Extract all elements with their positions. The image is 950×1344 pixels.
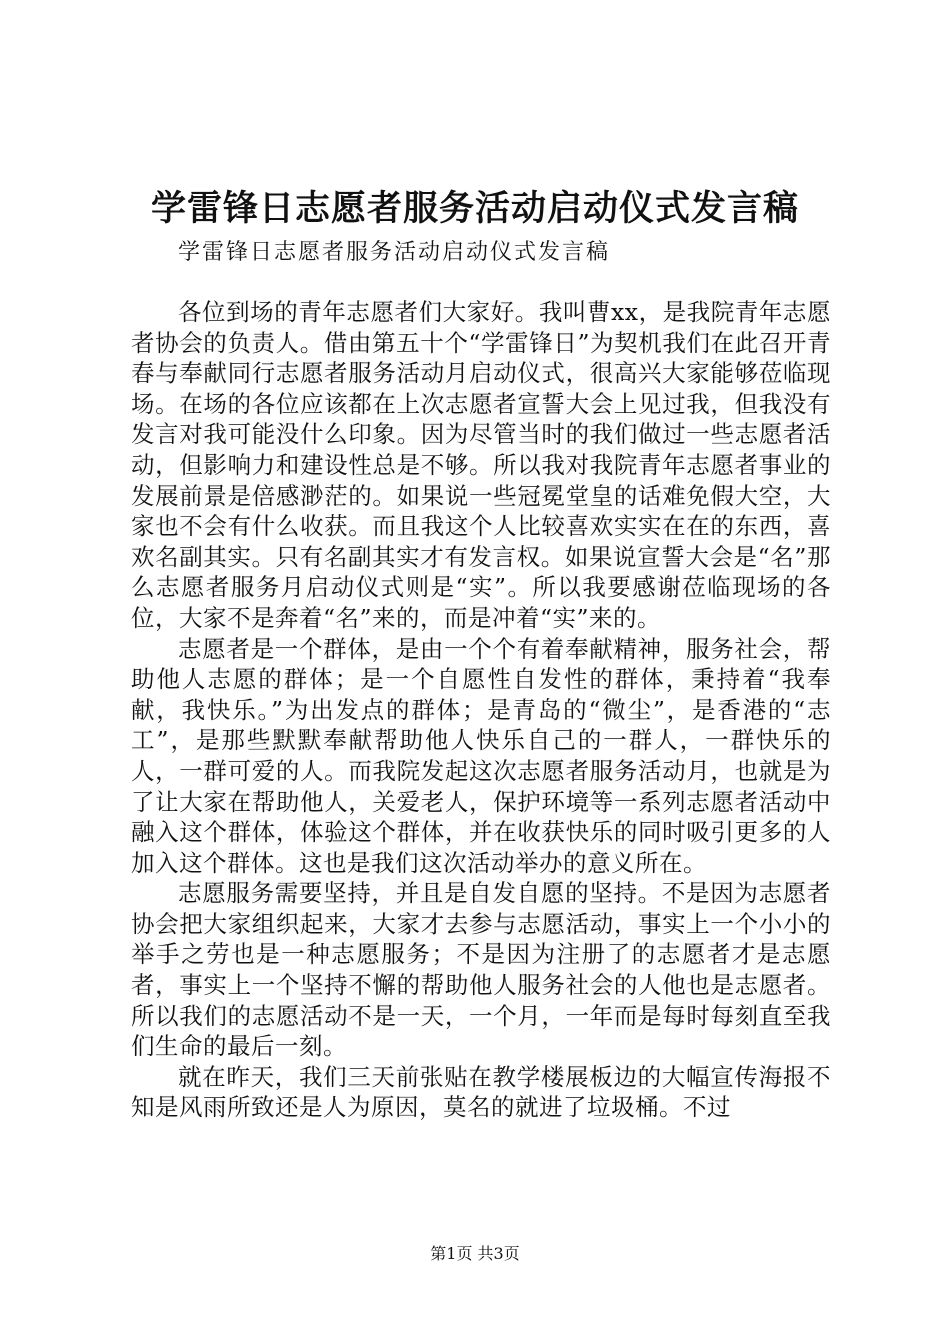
paragraph: 各位到场的青年志愿者们大家好。我叫曹xx，是我院青年志愿者协会的负责人。借由第五十个“学雷锋日”为契机我们在此召开青春与奉献同行志愿者服务活动月启动仪式，很高兴大家能够莅临现场。在场的各位应该都在上次志愿者宣誓大会上见过我，但我没有发言对我可能没什么印象。因为尽管当时的我们做过一些志愿者活动，但影响力和建设性总是不够。所以我对我院青年志愿者事业的发展前景是倍感渺茫的。如果说一些冠冕堂皇的话难免假大空，大家也不会有什么收获。而且我这个人比较喜欢实实在在的东西，喜欢名副其实。只有名副其实才有发言权。如果说宣誓大会是“名”那么志愿者服务月启动仪式则是“实”。所以我要感谢莅临现场的各位，大家不是奔着“名”来的，而是冲着“实”来的。: [131, 298, 831, 632]
document-title: 学雷锋日志愿者服务活动启动仪式发言稿: [150, 188, 799, 229]
document-body: [131, 297, 831, 1123]
paragraph: 就在昨天，我们三天前张贴在教学楼展板边的大幅宣传海报不知是风雨所致还是人为原因，莫名的就进了垃圾桶。不过: [131, 1062, 831, 1122]
page-number-footer: 第1页 共3页: [430, 1244, 520, 1263]
paragraph: 志愿者是一个群体，是由一个个有着奉献精神，服务社会，帮助他人志愿的群体；是一个自愿性自发性的群体，秉持着“我奉献，我快乐。”为出发点的群体；是青岛的“微尘”，是香港的“志工”，是那些默默奉献帮助他人快乐自己的一群人，一群快乐的人，一群可爱的人。而我院发起这次志愿者服务活动月，也就是为了让大家在帮助他人，关爱老人，保护环境等一系列志愿者活动中融入这个群体，体验这个群体，并在收获快乐的同时吸引更多的人加入这个群体。这也是我们这次活动举办的意义所在。: [131, 634, 831, 877]
paragraph: 志愿服务需要坚持，并且是自发自愿的坚持。不是因为志愿者协会把大家组织起来，大家才去参与志愿活动，事实上一个小小的举手之劳也是一种志愿服务；不是因为注册了的志愿者才是志愿者，事实上一个坚持不懈的帮助他人服务社会的人他也是志愿者。所以我们的志愿活动不是一天，一个月，一年而是每时每刻直至我们生命的最后一刻。: [131, 879, 831, 1061]
document-subtitle: 学雷锋日志愿者服务活动启动仪式发言稿: [178, 240, 611, 265]
